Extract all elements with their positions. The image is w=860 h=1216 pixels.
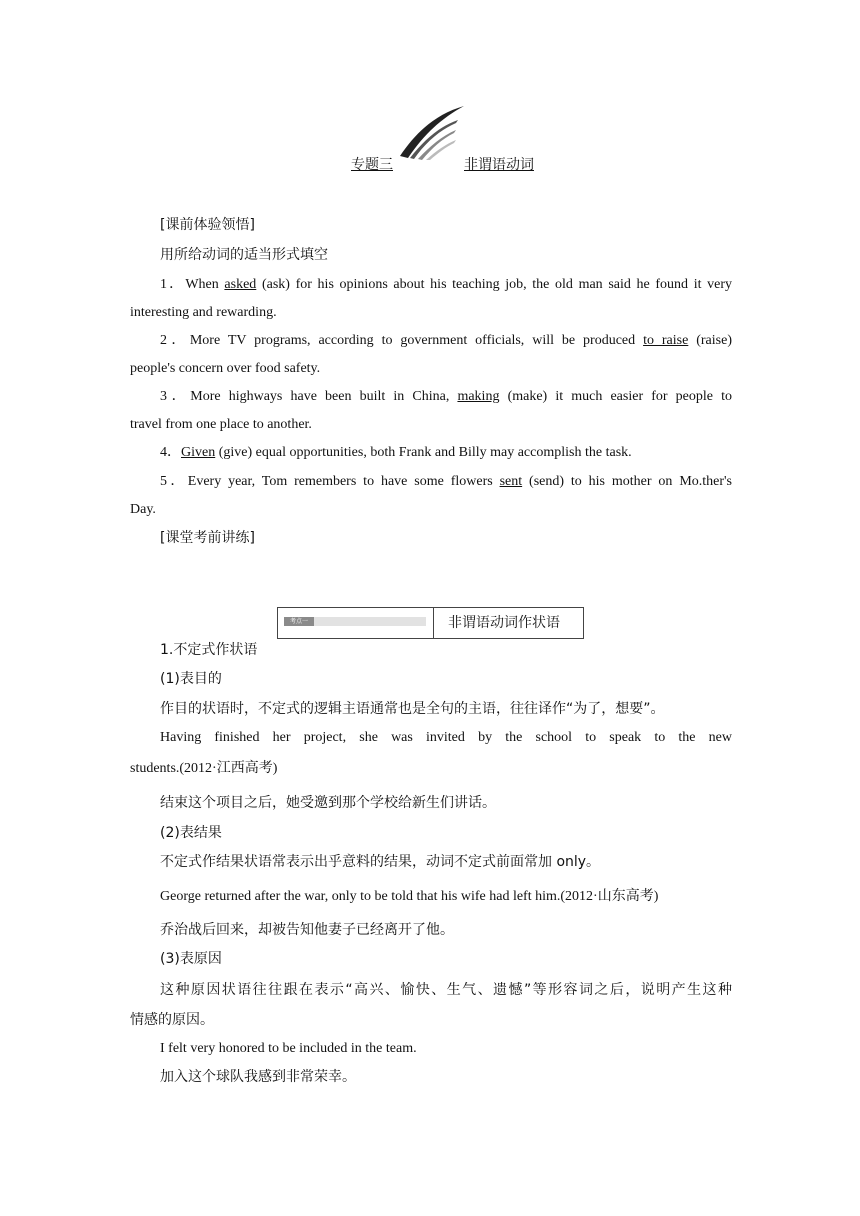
topic-number: 专题三 [351,157,393,173]
kaodian-title: 非谓语动词作状语 [448,615,560,631]
example-2: George returned after the war, only to be told that his wife had left him.(2012·山东高考) [160,888,659,904]
example-1-line-2: students.(2012·江西高考) [130,760,278,776]
exercise-item-1-cont: interesting and rewarding. [130,305,277,320]
paragraph-purpose: 作目的状语时，不定式的逻辑主语通常也是全句的主语，往往译作“为了，想要”。 [160,701,665,717]
topic-header [0,154,860,176]
translation-2: 乔治战后回来，却被告知他妻子已经离开了他。 [160,922,454,938]
section-heading-practice: [课堂考前讲练] [160,530,255,546]
example-2-source: 山东高考 [597,888,654,904]
exercise-item-2-cont: people's concern over food safety. [130,361,321,376]
example-1-line-1: Having finished her project, she was invited by the school to speak to the new [160,730,732,745]
exercise-item-3: 3．More highways have been built in China, making (make) it much easier for people to [160,389,733,404]
paragraph-reason-line-2: 情感的原因。 [130,1012,214,1028]
answer-2: to raise [643,333,689,348]
answer-3: making [457,389,500,404]
kaodian-tag [284,617,426,626]
swoosh-logo-icon [396,104,466,160]
topic-title: 非谓语动词 [464,157,534,173]
section-heading-preview: [课前体验领悟] [160,217,255,233]
answer-4: Given [181,445,216,460]
answer-5: sent [499,474,523,489]
exercise-item-5-cont: Day. [130,502,156,517]
exercise-item-5: 5．Every year, Tom remembers to have some flowers sent (send) to his mother on Mo.ther's [160,474,733,489]
translation-3: 加入这个球队我感到非常荣幸。 [160,1069,356,1085]
heading-infinitive-adverbial: 1.不定式作状语 [160,642,258,658]
exercise-item-2: 2．More TV programs, according to government officials, will be produced to raise (raise) [160,333,732,348]
example-1-source: 江西高考 [216,760,273,776]
subheading-purpose: (1)表目的 [160,671,222,687]
instruction-text: 用所给动词的适当形式填空 [160,247,328,263]
answer-1: asked [224,277,257,292]
paragraph-result: 不定式作结果状语常表示出乎意料的结果，动词不定式前面常加 only。 [160,854,601,870]
subheading-result: (2)表结果 [160,825,222,841]
example-3: I felt very honored to be included in the team. [160,1041,417,1056]
subheading-reason: (3)表原因 [160,951,222,967]
paragraph-reason-line-1: 这种原因状语往往跟在表示“高兴、愉快、生气、遗憾”等形容词之后，说明产生这种 [160,982,732,998]
exercise-item-4: 4．Given (give) equal opportunities, both Frank and Billy may accomplish the task. [160,445,632,460]
translation-1: 结束这个项目之后，她受邀到那个学校给新生们讲话。 [160,795,496,811]
kaodian-tag-label: 考点一 [284,617,314,626]
kaodian-divider [433,608,434,638]
exercise-item-3-cont: travel from one place to another. [130,417,312,432]
kaodian-box [277,607,584,639]
exercise-item-1: 1．When asked (ask) for his opinions about his teaching job, the old man said he found it very [160,277,733,292]
